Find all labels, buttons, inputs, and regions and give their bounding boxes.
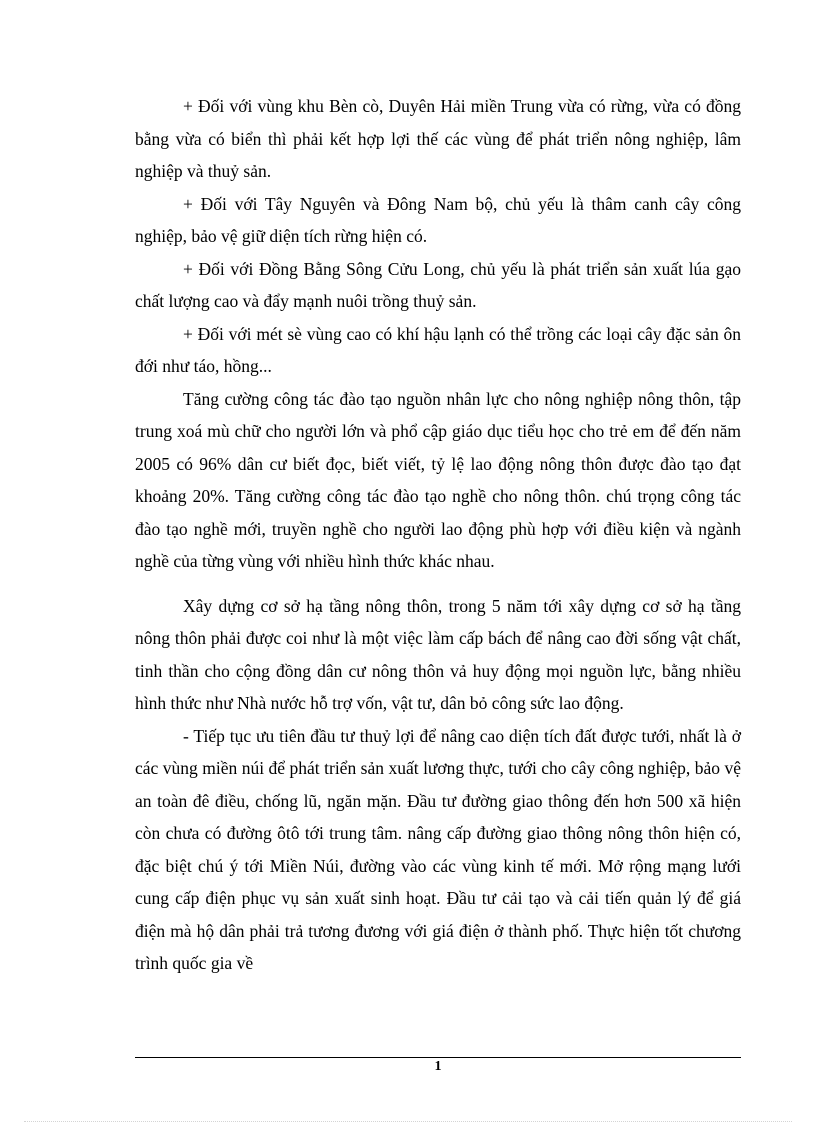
paragraph-rural-infrastructure: Xây dựng cơ sở hạ tầng nông thôn, trong 5 năm tới xây dựng cơ sở hạ tầng nông thôn phải được coi như là một việc làm cấp bách để nâng cao đời sống vật chất, tinh thần cho cộng đồng dân cư nông thôn vả huy động mọi nguồn lực, bằng nhiều hình thức như Nhà nước hỗ trợ vốn, vật tư, dân bỏ công sức lao động.: [135, 595, 741, 713]
paragraph-human-resources: Tăng cường công tác đào tạo nguồn nhân lực cho nông nghiệp nông thôn, tập trung xoá mù chữ cho người lớn và phổ cập giáo dục tiểu học cho trẻ em để đến năm 2005 có 96% dân cư biết đọc, biết viết, tỷ lệ lao động nông thôn được đào tạo đạt khoảng 20%. Tăng cường công tác đào tạo nghề cho nông thôn. chú trọng công tác đào tạo nghề mới, truyền nghề cho người lao động phù hợp với điều kiện và ngành nghề của từng vùng với nhiều hình thức khác nhau.: [135, 388, 741, 571]
paragraph-highland-cold-climate: + Đối với mét sè vùng cao có khí hậu lạnh có thể trồng các loại cây đặc sản ôn đới như táo, hồng...: [135, 323, 741, 376]
paragraph-irrigation-investment: - Tiếp tục ưu tiên đầu tư thuỷ lợi để nâng cao diện tích đất được tưới, nhất là ở các vùng miền núi để phát triển sản xuất lương thực, tưới cho cây công nghiệp, bảo vệ an toàn đê điều, chống lũ, ngăn mặn. Đầu tư đường giao thông đến hơn 500 xã hiện còn chưa có đường ôtô tới trung tâm. nâng cấp đường giao thông nông thôn hiện có, đặc biệt chú ý tới Miền Núi, đường vào các vùng kinh tế mới. Mở rộng mạng lưới cung cấp điện phục vụ sản xuất sinh hoạt. Đầu tư cải tạo và cải tiến quản lý để giá điện mà hộ dân phải trả tương đương với giá điện ở thành phố. Thực hiện tốt chương trình quốc gia về: [135, 725, 741, 973]
page-body: [135, 90, 741, 980]
page-number: 1: [434, 1059, 442, 1074]
paragraph-central-highlands: + Đối với Tây Nguyên và Đông Nam bộ, chủ yếu là thâm canh cây công nghiệp, bảo vệ giữ diện tích rừng hiện có.: [135, 193, 741, 246]
page-bottom-border: [24, 1121, 792, 1122]
paragraph-central-coast: + Đối với vùng khu Bèn cò, Duyên Hải miền Trung vừa có rừng, vừa có đồng bằng vừa có biển thì phải kết hợp lợi thế các vùng để phát triển nông nghiệp, lâm nghiệp và thuỷ sản.: [135, 96, 741, 181]
paragraph-mekong-delta: + Đối với Đồng Bằng Sông Cửu Long, chủ yếu là phát triển sản xuất lúa gạo chất lượng cao và đẩy mạnh nuôi trồng thuỷ sản.: [135, 258, 741, 311]
footer-divider: [135, 1057, 741, 1058]
